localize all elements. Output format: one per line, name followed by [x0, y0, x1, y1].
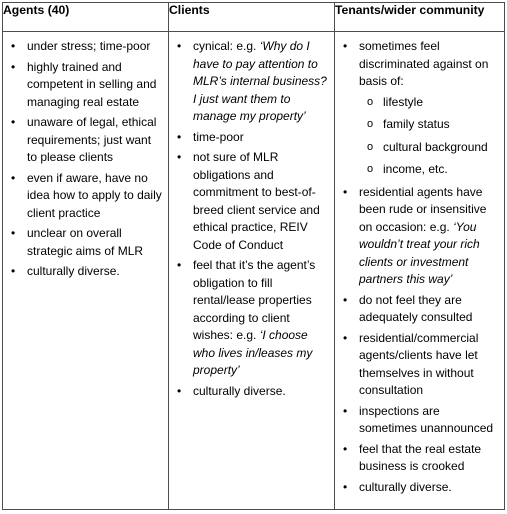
clients-item-text: feel that it’s the agent’s obligation to fill rental/lease properties according to client wishes: e.g. [193, 258, 316, 342]
bullet-icon: • [11, 264, 16, 278]
bullet-icon: • [343, 292, 348, 307]
bullet-icon: • [343, 403, 348, 418]
tenants-item [341, 38, 498, 179]
agents-item [9, 263, 162, 281]
bullet-icon: • [343, 184, 348, 199]
tenants-subitem-text: cultural background [383, 139, 488, 154]
bullet-icon: • [11, 226, 16, 240]
tenants-item-text: culturally diverse. [359, 479, 452, 494]
tenants-item-text: residential/commercial agents/clients have let themselves in without consultation [359, 330, 479, 397]
clients-header: Clients [169, 3, 335, 32]
circle-bullet-icon: o [367, 118, 374, 130]
tenants-item [341, 403, 498, 438]
agents-header: Agents (40) [3, 3, 169, 32]
tenants-subitem [359, 139, 498, 157]
clients-item [175, 38, 328, 126]
bullet-icon: • [343, 441, 348, 456]
agents-cell [3, 32, 169, 510]
tenants-item [341, 184, 498, 289]
tenants-sublist [359, 94, 498, 179]
clients-item [175, 149, 328, 254]
agents-item-text: even if aware, have no idea how to apply to daily client practice [27, 170, 162, 220]
tenants-subitem-text: lifestyle [383, 94, 424, 109]
bullet-icon: • [177, 150, 182, 164]
circle-bullet-icon: o [367, 95, 374, 108]
agents-item [9, 114, 162, 167]
tenants-cell [335, 32, 505, 510]
clients-item [175, 257, 328, 380]
tenants-subitem [359, 94, 498, 112]
agents-item [9, 170, 162, 223]
tenants-item-quote: ‘You wouldn’t treat your rich clients or investment partners this way’ [359, 219, 480, 286]
tenants-item [341, 441, 498, 476]
clients-item-text: cynical: e.g. [193, 39, 260, 53]
tenants-subitem [359, 161, 498, 179]
clients-cell [169, 32, 335, 510]
clients-item [175, 383, 328, 401]
tenants-header: Tenants/wider community [335, 3, 505, 32]
tenants-list [335, 32, 504, 496]
tenants-subitem [359, 116, 498, 134]
tenants-item-text: feel that the real estate business is crooked [359, 441, 482, 473]
agents-list [3, 32, 168, 281]
bullet-icon: • [11, 59, 16, 74]
bullet-icon: • [177, 383, 182, 398]
agents-item-text: unclear on overall strategic aims of MLR [27, 226, 144, 258]
clients-list [169, 32, 334, 400]
content-row [3, 32, 505, 510]
clients-item-text: not sure of MLR obligations and commitment to best-of-breed client service and ethical practice, REIV Code of Conduct [193, 150, 320, 252]
bullet-icon: • [343, 330, 348, 345]
stakeholder-table [2, 2, 505, 510]
agents-item-text: highly trained and competent in selling and managing real estate [27, 59, 157, 109]
clients-item-quote: ‘Why do I have to pay attention to MLR’s internal business? I just want them to manage my property’ [193, 39, 327, 123]
header-row [3, 3, 505, 32]
tenants-item [341, 292, 498, 327]
tenants-item-text: residential agents have been rude or insensitive on occasion: e.g. [359, 184, 487, 234]
tenants-item-text: inspections are sometimes unannounced [359, 403, 494, 435]
clients-item-text: culturally diverse. [193, 383, 286, 398]
bullet-icon: • [343, 39, 348, 53]
clients-item-quote: ‘I choose who lives in/leases my property’ [193, 328, 313, 377]
bullet-icon: • [11, 39, 16, 53]
agents-item-text: under stress; time-poor [27, 39, 151, 53]
clients-item-text: time-poor [193, 129, 244, 144]
bullet-icon: • [177, 39, 182, 53]
circle-bullet-icon: o [367, 140, 374, 153]
agents-item [9, 38, 162, 56]
tenants-subitem-text: family status [383, 117, 450, 131]
circle-bullet-icon: o [367, 163, 374, 175]
tenants-item [341, 330, 498, 400]
bullet-icon: • [11, 170, 16, 185]
bullet-icon: • [177, 129, 182, 144]
tenants-item-text: do not feel they are adequately consulted [359, 292, 473, 324]
bullet-icon: • [11, 115, 16, 129]
agents-item-text: culturally diverse. [27, 264, 120, 278]
agents-item [9, 59, 162, 112]
tenants-item-text: sometimes feel discriminated against on basis of: [359, 39, 489, 88]
tenants-subitem-text: income, etc. [383, 162, 448, 176]
agents-item-text: unaware of legal, ethical requirements; just want to please clients [27, 115, 157, 164]
tenants-item [341, 479, 498, 497]
bullet-icon: • [177, 258, 182, 272]
agents-item [9, 225, 162, 260]
bullet-icon: • [343, 479, 348, 494]
clients-item [175, 129, 328, 147]
